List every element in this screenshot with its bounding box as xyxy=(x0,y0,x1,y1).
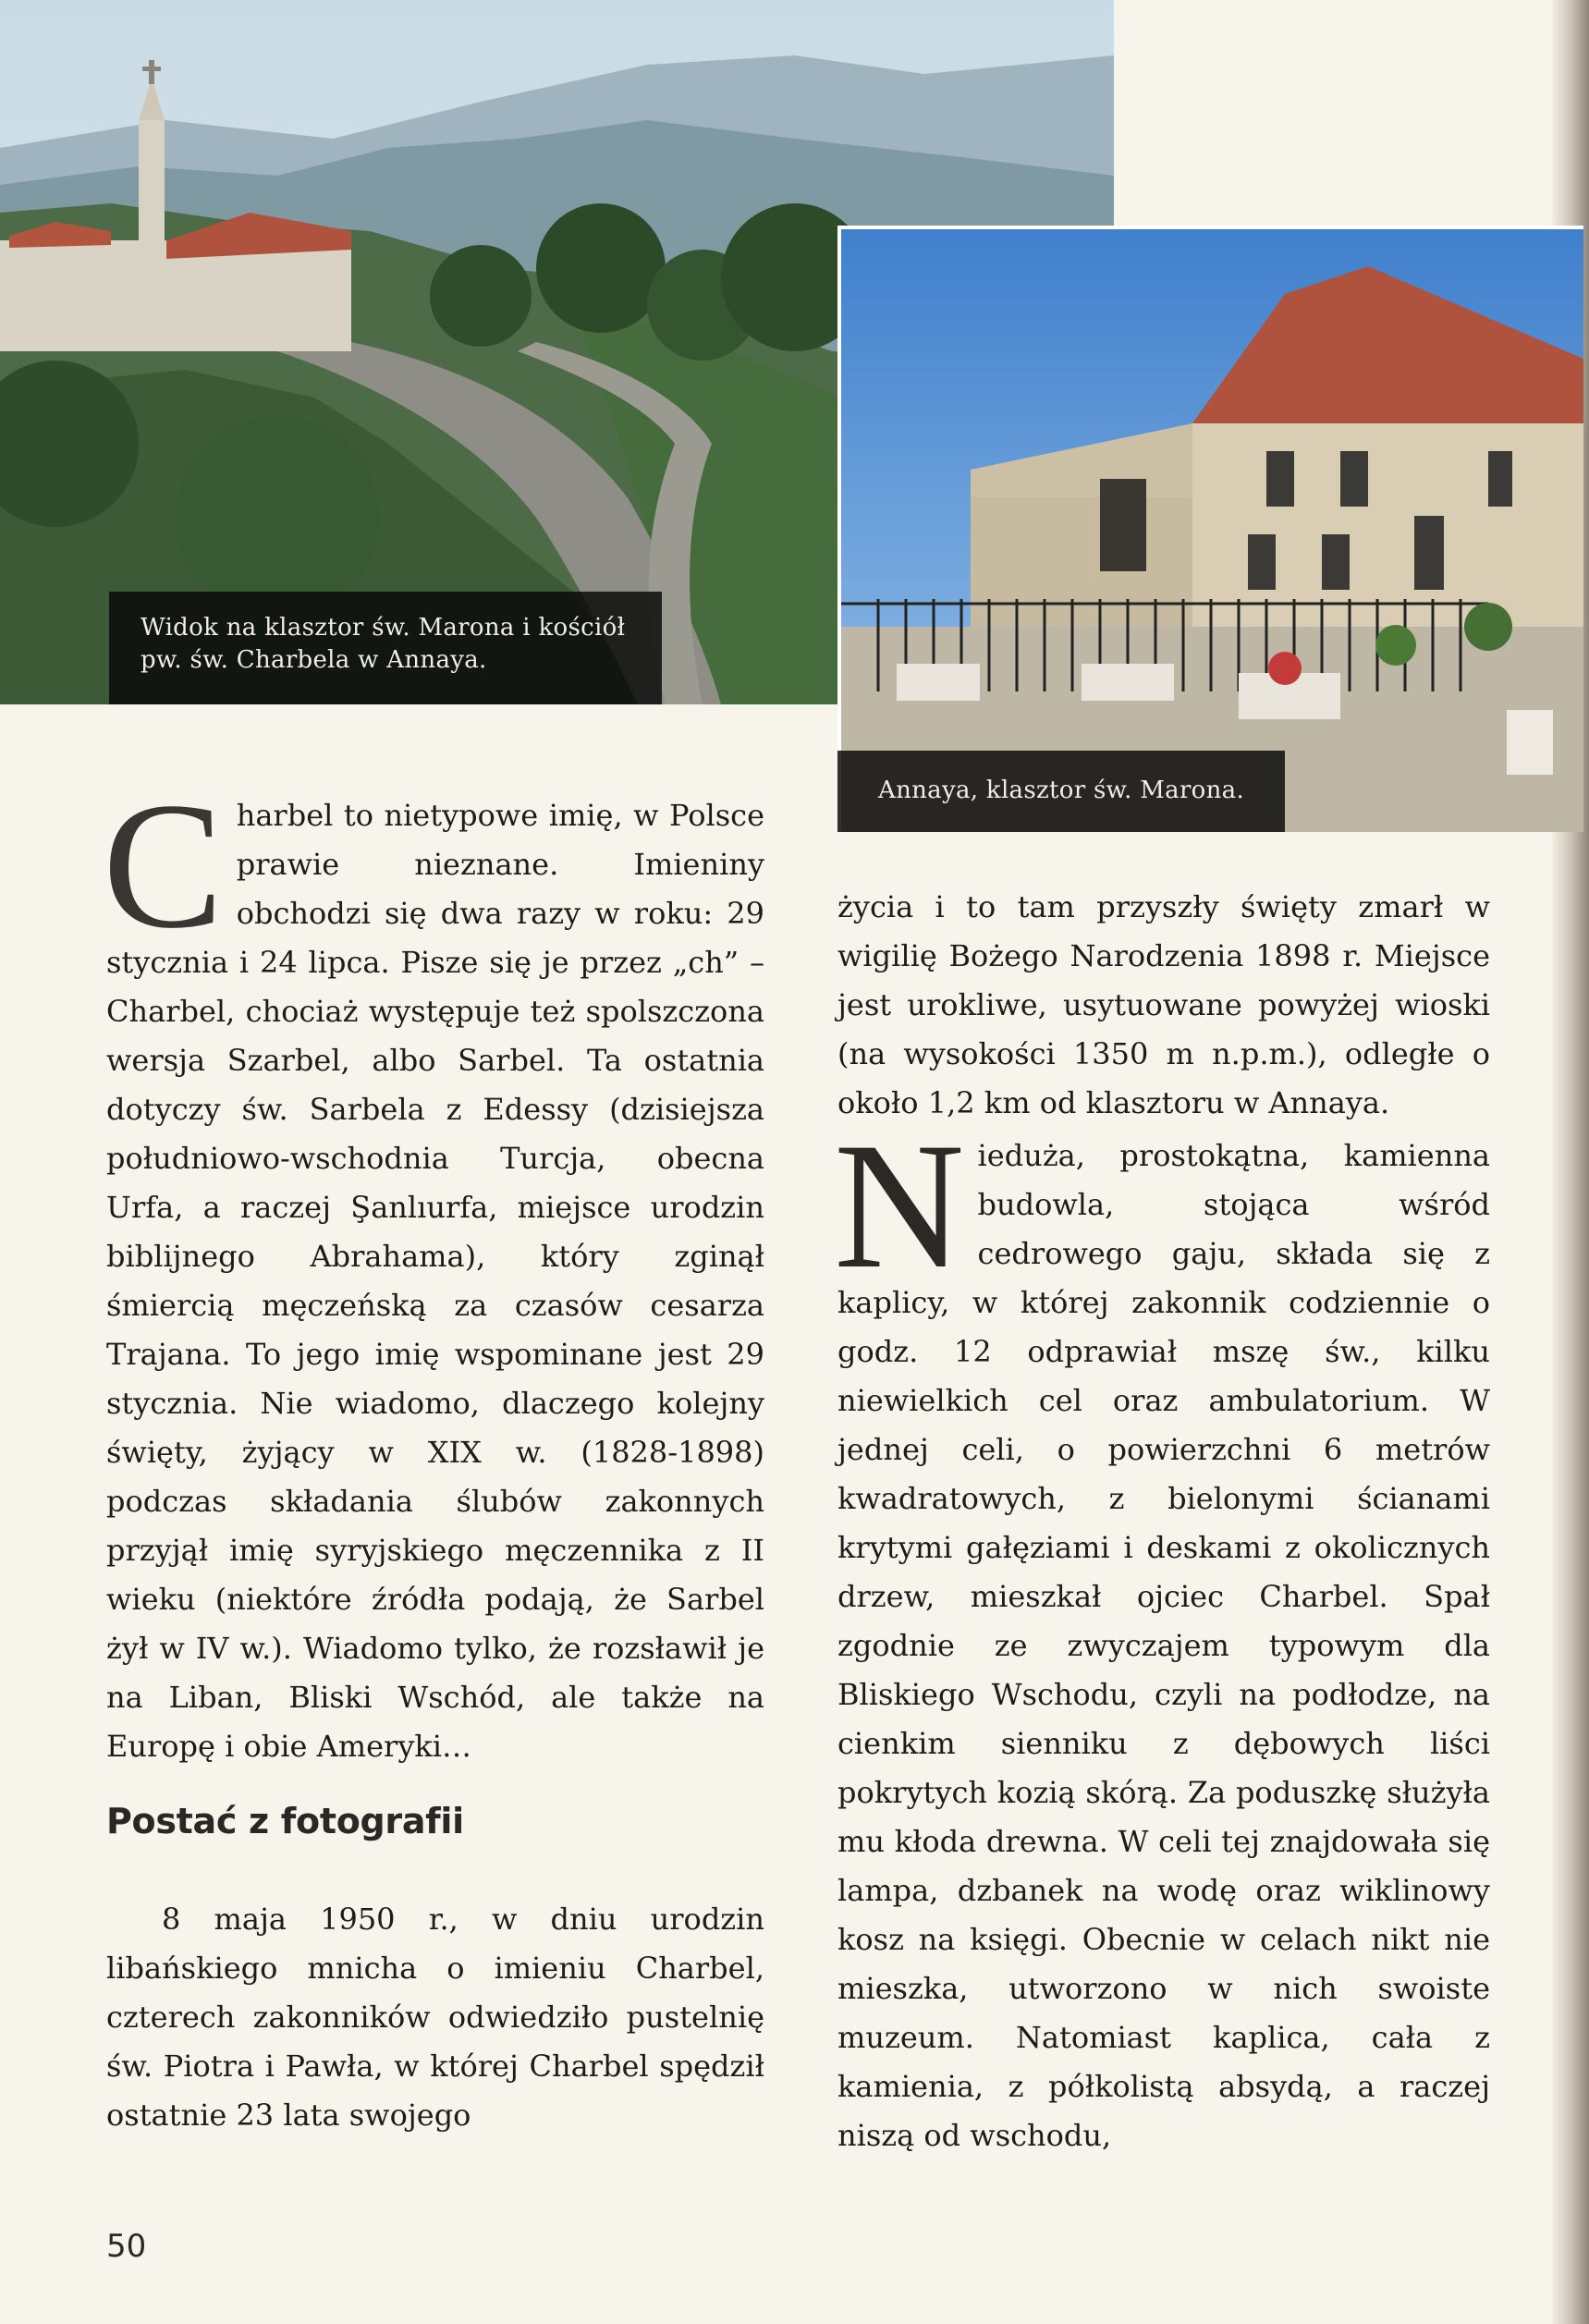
intro-paragraph: harbel to nietypowe imię, w Polsce prawie nieznane. Imieniny obchodzi się dwa razy w roku: 29 stycznia i 24 lipca. Pisze się je przez „ch” – Charbel, chociaż występuje też spolszczona wersja Szarbel, albo Sarbel. Ta ostatnia dotyczy św. Sarbela z Edessy (dzisiejsza południowo-wschodnia Turcja, obecna Urfa, a raczej Şanlıurfa, miejsce urodzin biblijnego Abrahama), który zginął śmiercią męczeńską za czasów cesarza Trajana. To jego imię wspominane jest 29 stycznia. Nie wiadomo, dlaczego kolejny święty, żyjący w XIX w. (1828-1898) podczas składania ślubów zakonnych przyjął imię syryjskiego męczennika z II wieku (niektóre źródła podają, że Sarbel żył w IV w.). Wiadomo tylko, że rozsławił je na Liban, Bliski Wschód, ale także na Europę i obie Ameryki… xyxy=(106,798,764,1764)
monastery-photo xyxy=(837,226,1583,832)
section-body xyxy=(106,1895,764,2140)
caption-line-1: Widok na klasztor św. Marona i kościół xyxy=(141,614,626,642)
hermitage-paragraph: ieduża, prostokątna, kamienna budowla, stojąca wśród cedrowego gaju, składa się z kaplicy, w której zakonnik codziennie o godz. 12 odprawiał mszę św., kilku niewielkich cel oraz ambulatorium. W jednej celi, o powierzchni 6 metrów kwadratowych, z bielonymi ścianami krytymi gałęziami i deskami z okolicznych drzew, mieszkał ojciec Charbel. Spał zgodnie ze zwyczajem typowym dla Bliskiego Wschodu, czyli na podłodze, na cienkim sienniku z dębowych liści pokrytych kozią skórą. Za poduszkę służyła mu kłoda drewna. W celi tej znajdowała się lampa, dzbanek na wodę oraz wiklinowy kosz na księgi. Obecnie w celach nikt nie mieszka, utworzono w nich swoiste muzeum. Natomiast kaplica, cała z kamienia, z półkolistą absydą, a raczej niszą od wschodu, xyxy=(837,1138,1490,2153)
drop-cap-2: N xyxy=(834,1106,965,1306)
page-number: 50 xyxy=(106,2228,147,2265)
caption-text: Annaya, klasztor św. Marona. xyxy=(878,777,1245,804)
drop-cap: C xyxy=(103,765,224,966)
article-intro xyxy=(103,765,764,1771)
section-heading: Postać z fotografii xyxy=(106,1801,464,1841)
article-right-column xyxy=(834,883,1490,2160)
continuation-paragraph: życia i to tam przyszły święty zmarł w wigilię Bożego Narodzenia 1898 r. Miejsce jest urokliwe, usytuowane powyżej wioski (na wysokości 1350 m n.p.m.), odległe o około 1,2 km od klasztoru w Annaya. xyxy=(837,889,1490,1120)
caption-line-2: pw. św. Charbela w Annaya. xyxy=(141,646,487,674)
monastery-photo-icon xyxy=(841,229,1583,832)
photo-caption xyxy=(109,592,662,704)
photo-caption-2 xyxy=(837,751,1285,832)
section-paragraph: 8 maja 1950 r., w dniu urodzin libańskiego mnicha o imieniu Charbel, czterech zakonników odwiedziło pustelnię św. Piotra i Pawła, w której Charbel spędził ostatnie 23 lata swojego xyxy=(106,1902,764,2133)
